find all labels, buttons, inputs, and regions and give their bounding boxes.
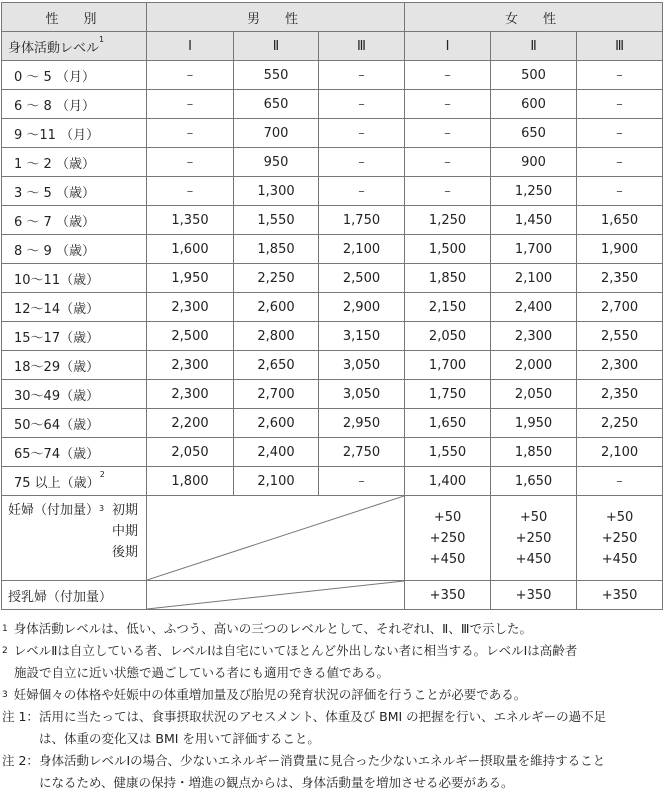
energy-value-cell: 1,650 bbox=[491, 467, 577, 496]
pregnant-value-cell bbox=[491, 496, 577, 581]
table-row bbox=[2, 322, 663, 351]
energy-value-cell: 2,150 bbox=[405, 293, 491, 322]
energy-value-cell: 2,550 bbox=[577, 322, 663, 351]
energy-value-cell: 650 bbox=[491, 119, 577, 148]
energy-value-cell: 1,450 bbox=[491, 206, 577, 235]
age-group-cell: 0 ～ 5 （月） bbox=[2, 61, 147, 90]
energy-value-cell: – bbox=[577, 177, 663, 206]
energy-value-cell: – bbox=[319, 90, 405, 119]
age-group-cell: 1 ～ 2 （歳） bbox=[2, 148, 147, 177]
energy-value-cell: 2,300 bbox=[577, 351, 663, 380]
energy-value-cell: 2,300 bbox=[147, 380, 234, 409]
energy-value-cell: 3,050 bbox=[319, 351, 405, 380]
energy-value-cell: 1,900 bbox=[577, 235, 663, 264]
energy-requirement-table bbox=[1, 2, 663, 610]
table-row bbox=[2, 119, 663, 148]
energy-value-cell: 500 bbox=[491, 61, 577, 90]
energy-value-cell: 2,050 bbox=[405, 322, 491, 351]
energy-value-cell: – bbox=[319, 61, 405, 90]
pregnant-value-cell bbox=[577, 496, 663, 581]
age-group-cell: 50～64（歳） bbox=[2, 409, 147, 438]
pregnant-male-empty bbox=[147, 496, 405, 581]
energy-value-cell: 1,850 bbox=[491, 438, 577, 467]
age-group-cell: 8 ～ 9 （歳） bbox=[2, 235, 147, 264]
energy-value-cell: 2,300 bbox=[491, 322, 577, 351]
energy-value-cell: – bbox=[147, 148, 234, 177]
energy-value-cell: – bbox=[405, 61, 491, 90]
energy-value-cell: 2,050 bbox=[491, 380, 577, 409]
age-group-cell: 15～17（歳） bbox=[2, 322, 147, 351]
energy-value-cell: 2,050 bbox=[147, 438, 234, 467]
energy-value-cell: – bbox=[577, 148, 663, 177]
sex-header: 性 別 bbox=[2, 3, 147, 32]
energy-value-cell: – bbox=[577, 119, 663, 148]
energy-value-cell: – bbox=[319, 177, 405, 206]
table-row bbox=[2, 438, 663, 467]
female-header: 女 性 bbox=[405, 3, 663, 32]
energy-value-cell: 1,850 bbox=[405, 264, 491, 293]
energy-value-cell: 1,750 bbox=[405, 380, 491, 409]
energy-value-cell: – bbox=[577, 61, 663, 90]
energy-value-cell: 550 bbox=[234, 61, 319, 90]
pregnant-row bbox=[2, 496, 663, 581]
male-header: 男 性 bbox=[147, 3, 405, 32]
level-header: Ⅰ bbox=[405, 32, 491, 61]
energy-value-cell: – bbox=[319, 119, 405, 148]
note-2: 注 2： 身体活動レベルⅠの場合、少ないエネルギー消費量に見合った少ないエネルギー摂取量を維持すること になるため、健康の保持・増進の観点からは、身体活動量を増加させる必要がある。 bbox=[2, 753, 606, 790]
header-row-sex bbox=[2, 3, 663, 32]
energy-value-cell: 2,100 bbox=[491, 264, 577, 293]
energy-value-cell: 1,250 bbox=[491, 177, 577, 206]
energy-value-cell: 2,500 bbox=[319, 264, 405, 293]
energy-value-cell: 1,800 bbox=[147, 467, 234, 496]
energy-value-cell: 2,300 bbox=[147, 351, 234, 380]
energy-value-cell: 2,600 bbox=[234, 293, 319, 322]
header-row-level bbox=[2, 32, 663, 61]
energy-value-cell: 1,350 bbox=[147, 206, 234, 235]
energy-value-cell: 2,100 bbox=[319, 235, 405, 264]
energy-value-cell: 1,700 bbox=[405, 351, 491, 380]
energy-value-cell: – bbox=[405, 177, 491, 206]
energy-value-cell: 2,300 bbox=[147, 293, 234, 322]
energy-value-cell: 2,100 bbox=[234, 467, 319, 496]
footnote-2-cont: 施設で自立に近い状態で過ごしている者にも適用できる値である。 bbox=[14, 665, 390, 680]
stage-label: 後期 bbox=[111, 545, 138, 560]
level-header: Ⅲ bbox=[577, 32, 663, 61]
energy-addition-value: +250 bbox=[601, 530, 638, 546]
energy-value-cell: – bbox=[147, 61, 234, 90]
energy-value-cell: – bbox=[319, 148, 405, 177]
age-group-cell: 30～49（歳） bbox=[2, 380, 147, 409]
level-header: Ⅰ bbox=[147, 32, 234, 61]
energy-value-cell: – bbox=[577, 90, 663, 119]
level-header: Ⅱ bbox=[491, 32, 577, 61]
energy-value-cell: 3,150 bbox=[319, 322, 405, 351]
energy-value-cell: 3,050 bbox=[319, 380, 405, 409]
energy-value-cell: 1,550 bbox=[234, 206, 319, 235]
diagonal-line bbox=[147, 496, 404, 580]
stage-label: 初期 bbox=[111, 503, 138, 518]
level-header: Ⅲ bbox=[319, 32, 405, 61]
pregnant-label-cell: 妊婦（付加量）$^3$ 初期 中期 後期 bbox=[2, 496, 147, 581]
age-group-cell: 12～14（歳） bbox=[2, 293, 147, 322]
energy-value-cell: 1,750 bbox=[319, 206, 405, 235]
energy-value-cell: 2,400 bbox=[234, 438, 319, 467]
energy-value-cell: 2,950 bbox=[319, 409, 405, 438]
energy-value-cell: 1,950 bbox=[147, 264, 234, 293]
footnotes bbox=[0, 618, 662, 794]
energy-value-cell: 2,600 bbox=[234, 409, 319, 438]
energy-value-cell: 2,200 bbox=[147, 409, 234, 438]
energy-value-cell: 2,100 bbox=[577, 438, 663, 467]
age-group-cell: 65～74（歳） bbox=[2, 438, 147, 467]
energy-value-cell: 1,550 bbox=[405, 438, 491, 467]
energy-value-cell: 1,600 bbox=[147, 235, 234, 264]
energy-value-cell: – bbox=[405, 90, 491, 119]
age-group-cell: 10～11（歳） bbox=[2, 264, 147, 293]
table-row bbox=[2, 235, 663, 264]
table-row bbox=[2, 380, 663, 409]
energy-value-cell: 1,950 bbox=[491, 409, 577, 438]
lactating-row bbox=[2, 581, 663, 610]
table-row bbox=[2, 90, 663, 119]
energy-addition-value: +50 bbox=[605, 509, 634, 525]
footnote-3: $^3$ 妊婦個々の体格や妊娠中の体重増加量及び胎児の発育状況の評価を行うことが必要である。 bbox=[2, 687, 527, 702]
age-group-cell: 75 以上（歳）$^2$ bbox=[2, 467, 147, 496]
energy-value-cell: 1,850 bbox=[234, 235, 319, 264]
energy-value-cell: 2,500 bbox=[147, 322, 234, 351]
energy-value-cell: – bbox=[147, 119, 234, 148]
diagonal-line bbox=[147, 581, 404, 609]
energy-value-cell: 600 bbox=[491, 90, 577, 119]
energy-value-cell: 2,000 bbox=[491, 351, 577, 380]
energy-value-cell: – bbox=[147, 90, 234, 119]
energy-value-cell: – bbox=[405, 148, 491, 177]
energy-value-cell: – bbox=[577, 467, 663, 496]
energy-value-cell: 2,800 bbox=[234, 322, 319, 351]
table-row bbox=[2, 206, 663, 235]
table-row bbox=[2, 61, 663, 90]
energy-value-cell: 2,350 bbox=[577, 380, 663, 409]
lactating-value-cell: +350 bbox=[405, 581, 491, 610]
lactating-value-cell: +350 bbox=[577, 581, 663, 610]
note-1: 注 1： 活用に当たっては、食事摂取状況のアセスメント、体重及び BMI の把握を行い、エネルギーの過不足 は、体重の変化又は BMI を用いて評価すること。 bbox=[2, 709, 607, 746]
energy-value-cell: 950 bbox=[234, 148, 319, 177]
table-row bbox=[2, 409, 663, 438]
energy-value-cell: 1,400 bbox=[405, 467, 491, 496]
footnote-1: $^1$ 身体活動レベルは、低い、ふつう、高いの三つのレベルとして、それぞれⅠ、Ⅱ、Ⅲで示した。 bbox=[2, 621, 532, 636]
table-row bbox=[2, 467, 663, 496]
energy-value-cell: 2,400 bbox=[491, 293, 577, 322]
lactating-value-cell: +350 bbox=[491, 581, 577, 610]
energy-value-cell: 2,900 bbox=[319, 293, 405, 322]
energy-value-cell: – bbox=[147, 177, 234, 206]
energy-value-cell: – bbox=[405, 119, 491, 148]
energy-addition-value: +250 bbox=[429, 530, 466, 546]
level-header: Ⅱ bbox=[234, 32, 319, 61]
energy-value-cell: 2,700 bbox=[577, 293, 663, 322]
activity-level-header: 身体活動レベル$^1$ bbox=[2, 32, 147, 61]
footnote-2: $^2$ レベルⅡは自立している者、レベルⅠは自宅にいてほとんど外出しない者に相当する。レベルⅠは高齢者 bbox=[2, 643, 578, 658]
energy-value-cell: 650 bbox=[234, 90, 319, 119]
energy-value-cell: – bbox=[319, 467, 405, 496]
age-group-cell: 9 ～11 （月） bbox=[2, 119, 147, 148]
age-group-cell: 6 ～ 7 （歳） bbox=[2, 206, 147, 235]
energy-value-cell: 900 bbox=[491, 148, 577, 177]
lactating-male-empty bbox=[147, 581, 405, 610]
energy-value-cell: 1,500 bbox=[405, 235, 491, 264]
energy-addition-value: +250 bbox=[515, 530, 552, 546]
age-group-cell: 18～29（歳） bbox=[2, 351, 147, 380]
energy-value-cell: 2,250 bbox=[577, 409, 663, 438]
energy-value-cell: 700 bbox=[234, 119, 319, 148]
energy-value-cell: 2,650 bbox=[234, 351, 319, 380]
energy-value-cell: 1,650 bbox=[405, 409, 491, 438]
energy-addition-value: +450 bbox=[429, 551, 466, 567]
table-row bbox=[2, 351, 663, 380]
table-row bbox=[2, 177, 663, 206]
energy-value-cell: 1,650 bbox=[577, 206, 663, 235]
table-row bbox=[2, 293, 663, 322]
energy-value-cell: 1,700 bbox=[491, 235, 577, 264]
table-row bbox=[2, 148, 663, 177]
lactating-label-cell: 授乳婦（付加量） bbox=[2, 581, 147, 610]
energy-addition-value: +50 bbox=[433, 509, 462, 525]
energy-value-cell: 2,700 bbox=[234, 380, 319, 409]
energy-value-cell: 2,250 bbox=[234, 264, 319, 293]
energy-addition-value: +50 bbox=[519, 509, 548, 525]
energy-value-cell: 2,350 bbox=[577, 264, 663, 293]
energy-value-cell: 2,750 bbox=[319, 438, 405, 467]
energy-addition-value: +450 bbox=[601, 551, 638, 567]
energy-value-cell: 1,300 bbox=[234, 177, 319, 206]
table-row bbox=[2, 264, 663, 293]
age-group-cell: 3 ～ 5 （歳） bbox=[2, 177, 147, 206]
pregnant-value-cell bbox=[405, 496, 491, 581]
stage-label: 中期 bbox=[111, 524, 138, 539]
energy-addition-value: +450 bbox=[515, 551, 552, 567]
age-group-cell: 6 ～ 8 （月） bbox=[2, 90, 147, 119]
energy-value-cell: 1,250 bbox=[405, 206, 491, 235]
